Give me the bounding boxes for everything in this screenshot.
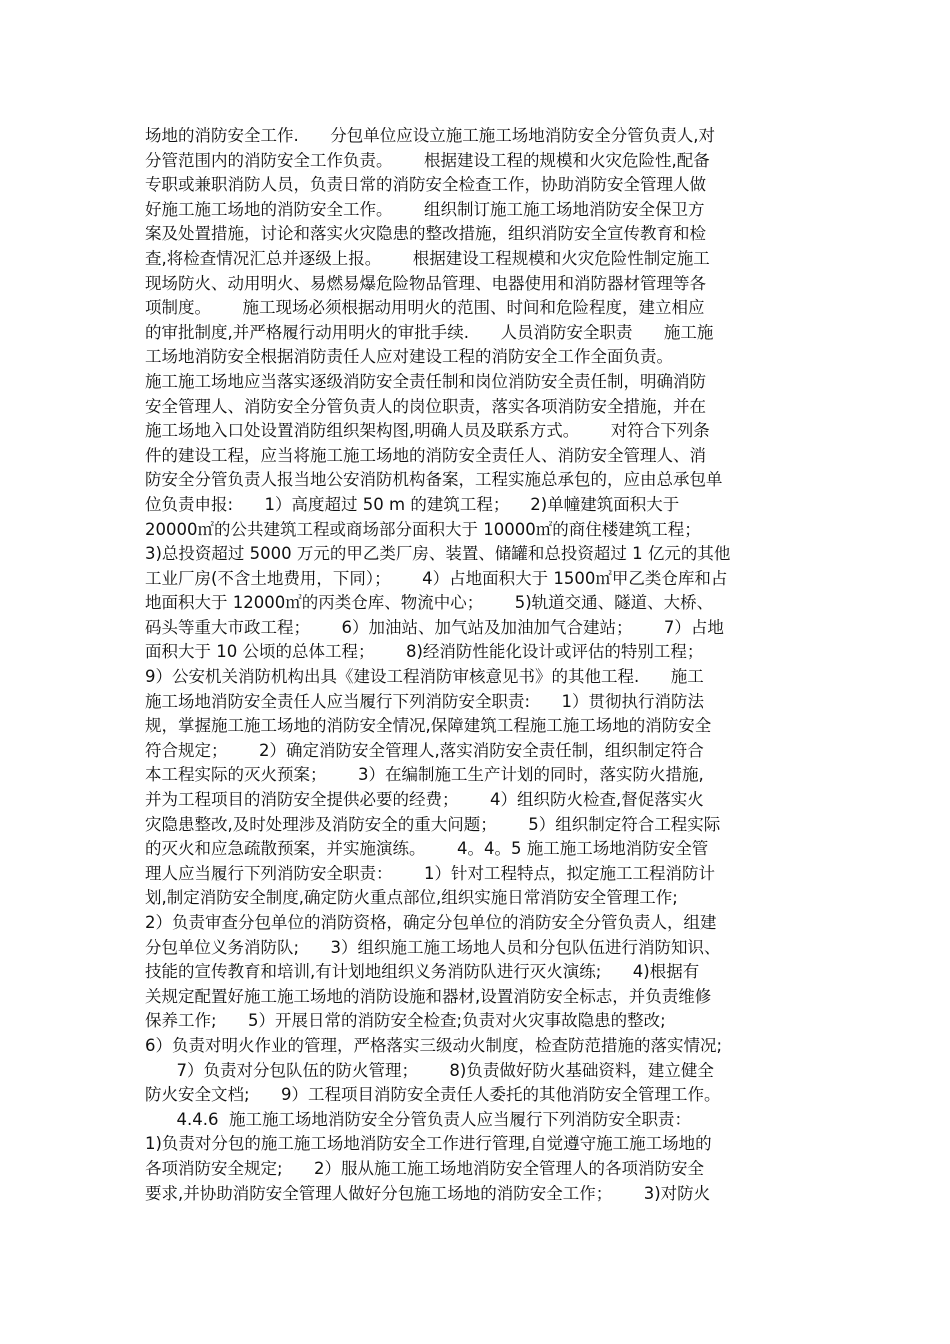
text-line: 安全管理人、消防安全分管负责人的岗位职责，落实各项消防安全措施，并在 <box>145 396 706 416</box>
text-line: 划,制定消防安全制度,确定防火重点部位,组织实施日常消防安全管理工作; <box>145 888 678 908</box>
text-line: 规，掌握施工施工场地的消防安全情况,保障建筑工程施工施工场地的消防安全 <box>145 716 712 736</box>
text-line: 好施工施工场地的消防安全工作。 组织制订施工施工场地消防安全保卫方 <box>145 199 705 219</box>
text-line: 并为工程项目的消防安全提供必要的经费； 4）组织防火检查,督促落实火 <box>145 790 704 810</box>
text-line: 码头等重大市政工程； 6）加油站、加气站及加油加气合建站； 7）占地 <box>145 617 724 637</box>
text-line: 场地的消防安全工作. 分包单位应设立施工施工场地消防安全分管负责人,对 <box>145 126 715 145</box>
text-line: 1)负责对分包的施工施工场地消防安全工作进行管理,自觉遵守施工施工场地的 <box>145 1134 712 1154</box>
text-line: 理人应当履行下列消防安全职责： 1）针对工程特点，拟定施工工程消防计 <box>145 863 715 883</box>
text-line: 位负责申报: 1）高度超过 50 m 的建筑工程； 2)单幢建筑面积大于 <box>145 494 680 514</box>
text-line: 的审批制度,并严格履行动用明火的审批手续. 人员消防安全职责 施工施 <box>145 322 714 342</box>
text-line: 2）负责审查分包单位的消防资格，确定分包单位的消防安全分管负责人，组建 <box>145 913 717 932</box>
text-line: 20000㎡的公共建筑工程或商场部分面积大于 10000㎡的商住楼建筑工程； <box>145 519 701 539</box>
text-line: 各项消防安全规定; 2）服从施工施工场地消防安全管理人的各项消防安全 <box>145 1158 705 1178</box>
text-line: 工场地消防安全根据消防责任人应对建设工程的消防安全工作全面负责。 <box>145 347 673 367</box>
text-line: 9）公安机关消防机构出具《建设工程消防审核意见书》的其他工程. 施工 <box>145 667 704 687</box>
text-line: 分包单位义务消防队; 3）组织施工施工场地人员和分包队伍进行消防知识、 <box>145 937 721 957</box>
text-line: 专职或兼职消防人员，负责日常的消防安全检查工作，协助消防安全管理人做 <box>145 175 706 195</box>
text-line: 要求,并协助消防安全管理人做好分包施工场地的消防安全工作； 3)对防火 <box>145 1183 711 1203</box>
text-line: 防火安全文档; 9）工程项目消防安全责任人委托的其他消防安全管理工作。 <box>145 1085 721 1105</box>
text-line: 3)总投资超过 5000 万元的甲乙类厂房、装置、储罐和总投资超过 1 亿元的其他 <box>145 544 731 564</box>
text-line: 施工施工场地应当落实逐级消防安全责任制和岗位消防安全责任制，明确消防 <box>145 371 706 391</box>
text-line: 面积大于 10 公顷的总体工程； 8)经消防性能化设计或评估的特别工程； <box>145 642 704 662</box>
text-line: 符合规定； 2）确定消防安全管理人,落实消防安全责任制，组织制定符合 <box>145 740 704 760</box>
text-line: 防安全分管负责人报当地公安消防机构备案，工程实施总承包的，应由总承包单 <box>145 470 723 490</box>
text-line: 保养工作; 5）开展日常的消防安全检查;负责对火灾事故隐患的整改; <box>145 1011 666 1031</box>
text-line: 的灭火和应急疏散预案，并实施演练。 4。4。5 施工施工场地消防安全管 <box>145 839 709 859</box>
text-line: 件的建设工程，应当将施工施工场地的消防安全责任人、消防安全管理人、消 <box>145 445 706 465</box>
body-text <box>145 124 815 1206</box>
text-line: 项制度。 施工现场必须根据动用明火的范围、时间和危险程度，建立相应 <box>145 298 705 318</box>
text-line: 现场防火、动用明火、易燃易爆危险物品管理、电器使用和消防器材管理等各 <box>145 273 706 293</box>
text-line: 分管范围内的消防安全工作负责。 根据建设工程的规模和火灾危险性,配备 <box>145 150 710 170</box>
text-line: 查,将检查情况汇总并逐级上报。 根据建设工程规模和火灾危险性制定施工 <box>145 248 710 268</box>
text-line: 技能的宣传教育和培训,有计划地组织义务消防队进行灭火演练; 4)根据有 <box>145 962 700 982</box>
text-line: 本工程实际的灭火预案； 3）在编制施工生产计划的同时，落实防火措施, <box>145 765 704 785</box>
text-line: 6）负责对明火作业的管理，严格落实三级动火制度，检查防范措施的落实情况; <box>145 1035 723 1055</box>
text-line: 4.4.6 施工施工场地消防安全分管负责人应当履行下列消防安全职责： <box>145 1109 691 1129</box>
text-line: 施工场地入口处设置消防组织架构图,明确人员及联系方式。 对符合下列条 <box>145 421 710 441</box>
text-line: 施工场地消防安全责任人应当履行下列消防安全职责: 1）贯彻执行消防法 <box>145 691 705 711</box>
text-line: 灾隐患整改,及时处理涉及消防安全的重大问题； 5）组织制定符合工程实际 <box>145 814 721 834</box>
text-line: 关规定配置好施工施工场地的消防设施和器材,设置消防安全标志，并负责维修 <box>145 986 712 1006</box>
text-line: 工业厂房(不含土地费用，下同）； 4）占地面积大于 1500㎡甲乙类仓库和占 <box>145 568 728 588</box>
text-line: 地面积大于 12000㎡的丙类仓库、物流中心； 5)轨道交通、隧道、大桥、 <box>145 593 714 613</box>
text-line: 7）负责对分包队伍的防火管理； 8)负责做好防火基础资料，建立健全 <box>145 1060 714 1080</box>
text-line: 案及处置措施，讨论和落实火灾隐患的整改措施，组织消防安全宣传教育和检 <box>145 224 706 244</box>
